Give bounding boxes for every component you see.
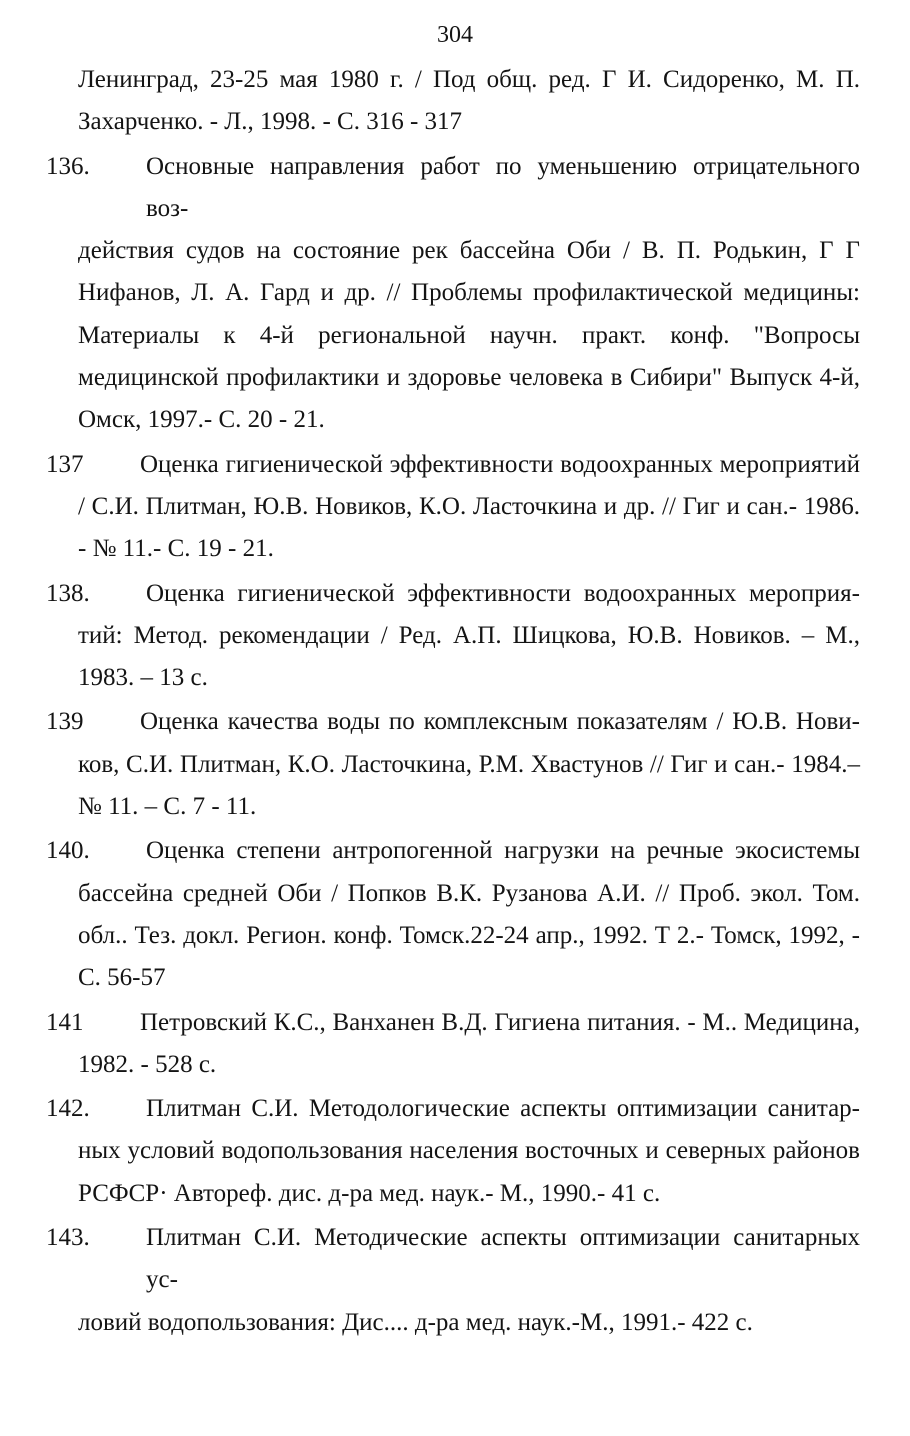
entry-text	[78, 830, 860, 999]
entry-first-line: Петровский К.С., Ванханен В.Д. Гигиена питания. - М.. Медицина,	[140, 1008, 860, 1036]
entry-number: 143.	[46, 1224, 90, 1252]
entry-continuation: бассейна средней Оби / Попков В.К. Рузанова А.И. // Проб. экол. Том. обл.. Тез. докл. Регион. конф. Томск.22-24 апр., 1992. Т 2.- Томск, 1992, - С. 56-57	[78, 879, 860, 992]
entry-continuation: ков, С.И. Плитман, К.О. Ласточкина, Р.М. Хвастунов // Гиг и сан.- 1984.– № 11. – С. 7 - 11.	[78, 750, 860, 821]
entry-continuation: 1982. - 528 с.	[78, 1050, 217, 1078]
entry-text	[78, 1002, 860, 1087]
bibliography-continuation	[0, 59, 860, 144]
entry-first-line: Плитман С.И. Методические аспекты оптимизации санитарных ус-	[146, 1224, 860, 1294]
entry-number: 142.	[46, 1095, 90, 1123]
bibliography-entry	[0, 444, 860, 571]
entry-first-line: Оценка степени антропогенной нагрузки на речные экосистемы	[146, 837, 860, 865]
entry-text	[78, 701, 860, 828]
bibliography-list	[0, 59, 910, 1346]
bibliography-entry	[0, 1088, 860, 1215]
entry-first-line: Основные направления работ по уменьшению отрицательного воз-	[146, 152, 860, 222]
bibliography-entry	[0, 1217, 860, 1344]
entry-continuation: ных условий водопользования населения восточных и северных районов РСФСР· Автореф. дис. д-ра мед. наук.- М., 1990.- 41 с.	[78, 1137, 860, 1207]
continuation-text: Ленинград, 23-25 мая 1980 г. / Под общ. ред. Г И. Сидоренко, М. П. Захарченко. - Л., 1998. - С. 316 - 317	[78, 66, 860, 136]
entry-number: 137	[46, 450, 84, 478]
entry-text	[78, 1088, 860, 1215]
entry-continuation: действия судов на состояние рек бассейна Оби / В. П. Родькин, Г Г Нифанов, Л. А. Гард и др. // Проблемы профилактической медицины: Материалы к 4-й региональной научн. практ. конф. "Вопросы медицинской профилактики и здоровье человека в Сибири" Выпуск 4-й, Омск, 1997.- С. 20 - 21.	[78, 237, 860, 434]
bibliography-entry	[0, 830, 860, 999]
entry-continuation: тий: Метод. рекомендации / Ред. А.П. Шицкова, Ю.В. Новиков. – М., 1983. – 13 с.	[78, 621, 860, 692]
entry-number: 138.	[46, 579, 90, 607]
entry-continuation: ловий водопользования: Дис.... д-ра мед. наук.-М., 1991.- 422 с.	[78, 1308, 753, 1336]
entry-first-line: Плитман С.И. Методологические аспекты оптимизации санитар-	[146, 1095, 860, 1123]
entry-number: 139	[46, 708, 84, 736]
entry-text	[78, 573, 860, 700]
bibliography-entry	[0, 1002, 860, 1087]
entry-first-line: Оценка гигиенической эффективности водоохранных мероприятий	[140, 450, 860, 478]
entry-text	[78, 1217, 860, 1344]
entry-first-line: Оценка качества воды по комплексным показателям / Ю.В. Нови-	[140, 708, 860, 736]
entry-continuation: / С.И. Плитман, Ю.В. Новиков, К.О. Ласточкина и др. // Гиг и сан.- 1986. - № 11.- С. 19 - 21.	[78, 492, 860, 563]
bibliography-entries	[0, 146, 910, 1344]
entry-text	[78, 444, 860, 571]
entry-text	[78, 146, 860, 442]
entry-number: 140.	[46, 837, 90, 865]
entry-number: 141	[46, 1008, 84, 1036]
bibliography-entry	[0, 146, 860, 442]
bibliography-entry	[0, 573, 860, 700]
bibliography-entry	[0, 701, 860, 828]
entry-first-line: Оценка гигиенической эффективности водоохранных мероприя-	[146, 579, 860, 607]
page-number: 304	[437, 22, 473, 48]
entry-number: 136.	[46, 152, 90, 180]
